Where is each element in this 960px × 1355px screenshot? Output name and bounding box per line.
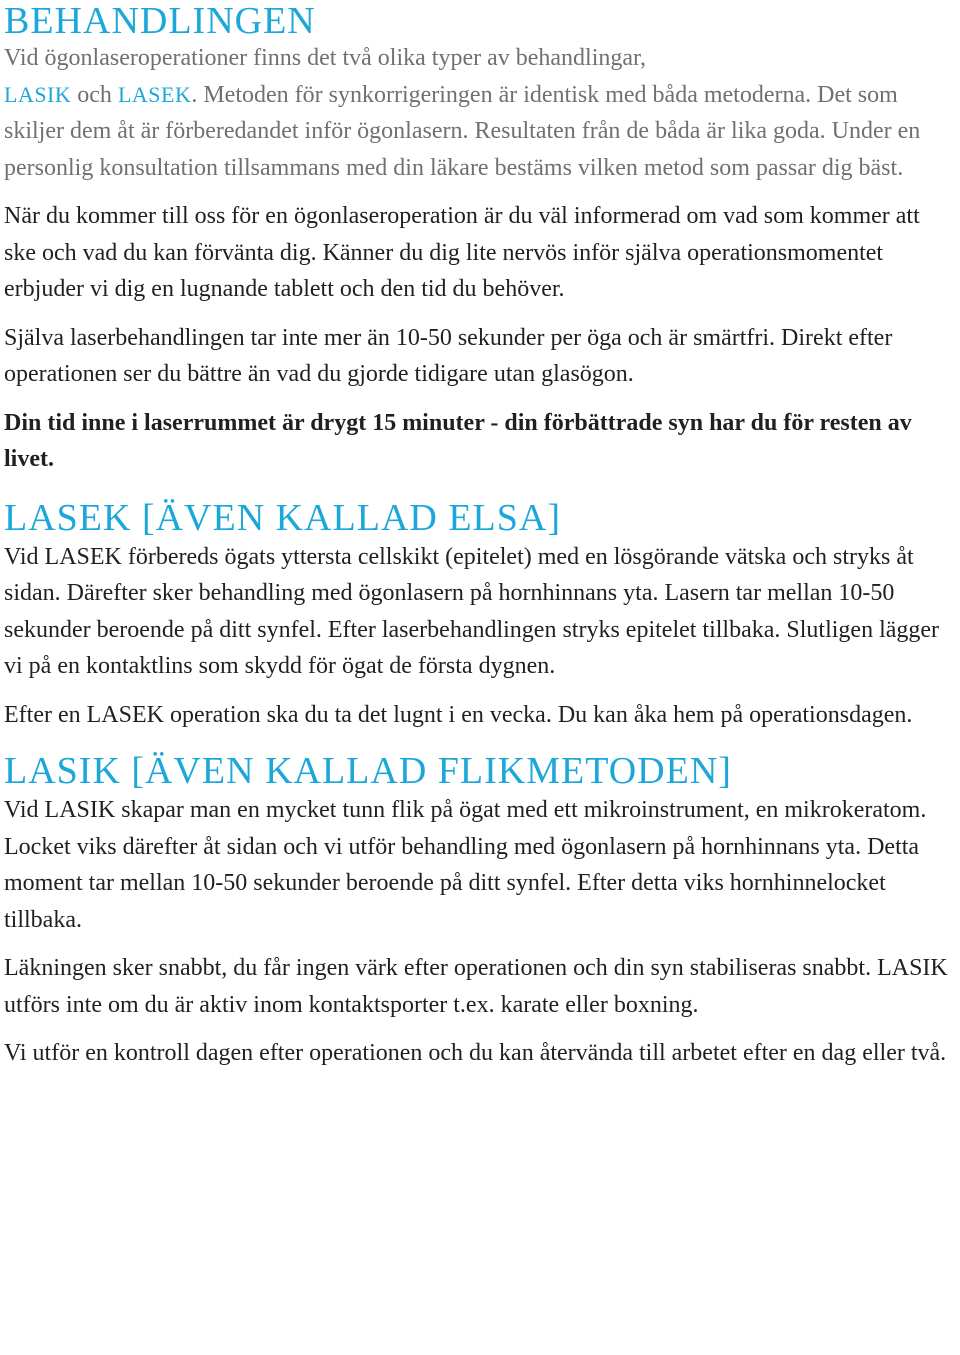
paragraph-preparation: När du kommer till oss för en ögonlaseroperation är du väl informerad om vad som kommer att ske och vad du kan förvänta dig. Känner du dig lite nervös inför själva operationsmomentet erbjuder vi dig en lugnande tablett och den tid du behöver. bbox=[4, 203, 920, 302]
intro-paragraph bbox=[4, 40, 956, 186]
och-text: och bbox=[71, 81, 118, 108]
paragraph-lasek-recovery: Efter en LASEK operation ska du ta det lugnt i en vecka. Du kan åka hem på operationsdagen. bbox=[4, 701, 913, 728]
heading-lasik: LASIK [ÄVEN KALLAD FLIKMETODEN] bbox=[4, 750, 732, 792]
heading-lasek: LASEK [ÄVEN KALLAD ELSA] bbox=[4, 496, 561, 539]
paragraph-highlight: Din tid inne i laserrummet är drygt 15 minuter - din förbättrade syn har du för resten av livet. bbox=[4, 409, 912, 472]
paragraph-lasik-followup: Vi utför en kontroll dagen efter operationen och du kan återvända till arbetet efter en dag eller två. bbox=[4, 1040, 947, 1066]
lasek-inline-label: LASEK bbox=[117, 81, 192, 107]
paragraph-lasik-healing: Läkningen sker snabbt, du får ingen värk efter operationen och din syn stabiliseras snabbt. LASIK utförs inte om du är aktiv inom kontaktsporter t.ex. karate eller boxning. bbox=[4, 955, 948, 1018]
paragraph-lasik-procedure: Vid LASIK skapar man en mycket tunn flik på ögat med ett mikroinstrument, en mikrokeratom. Locket viks därefter åt sidan och vi utför behandling med ögonlasern på hornhinnans yta. Detta moment tar mellan 10-50 sekunder beroende på ditt synfel. Efter detta viks hornhinnelocket tillbaka. bbox=[4, 797, 927, 933]
intro-text-end: . Metoden för synkorrigeringen är identisk med båda metoderna. Det som skiljer dem åt är förberedandet inför ögonlasern. Resultaten från de båda är lika goda. Under en personlig konsultation tillsammans med din läkare bestäms vilken metod som passar dig bäst. bbox=[4, 81, 921, 181]
paragraph-lasek-procedure: Vid LASEK förbereds ögats yttersta cellskikt (epitelet) med en lösgörande vätska och stryks åt sidan. Därefter sker behandling med ögonlasern på hornhinnans yta. Lasern tar mellan 10-50 sekunder beroende på ditt synfel. Efter laserbehandlingen stryks epitelet tillbaka. Slutligen lägger vi på en kontaktlins som skydd för ögat de första dygnen. bbox=[4, 543, 940, 679]
lasik-inline-label: LASIK bbox=[4, 81, 72, 107]
document-page bbox=[4, 0, 956, 1072]
heading-behandlingen: BEHANDLINGEN bbox=[4, 0, 316, 42]
paragraph-laser-duration: Själva laserbehandlingen tar inte mer än 10-50 sekunder per öga och är smärtfri. Direkt efter operationen ser du bättre än vad du gjorde tidigare utan glasögon. bbox=[4, 324, 893, 387]
intro-text-start: Vid ögonlaseroperationer finns det två olika typer av behandlingar, bbox=[4, 45, 647, 71]
